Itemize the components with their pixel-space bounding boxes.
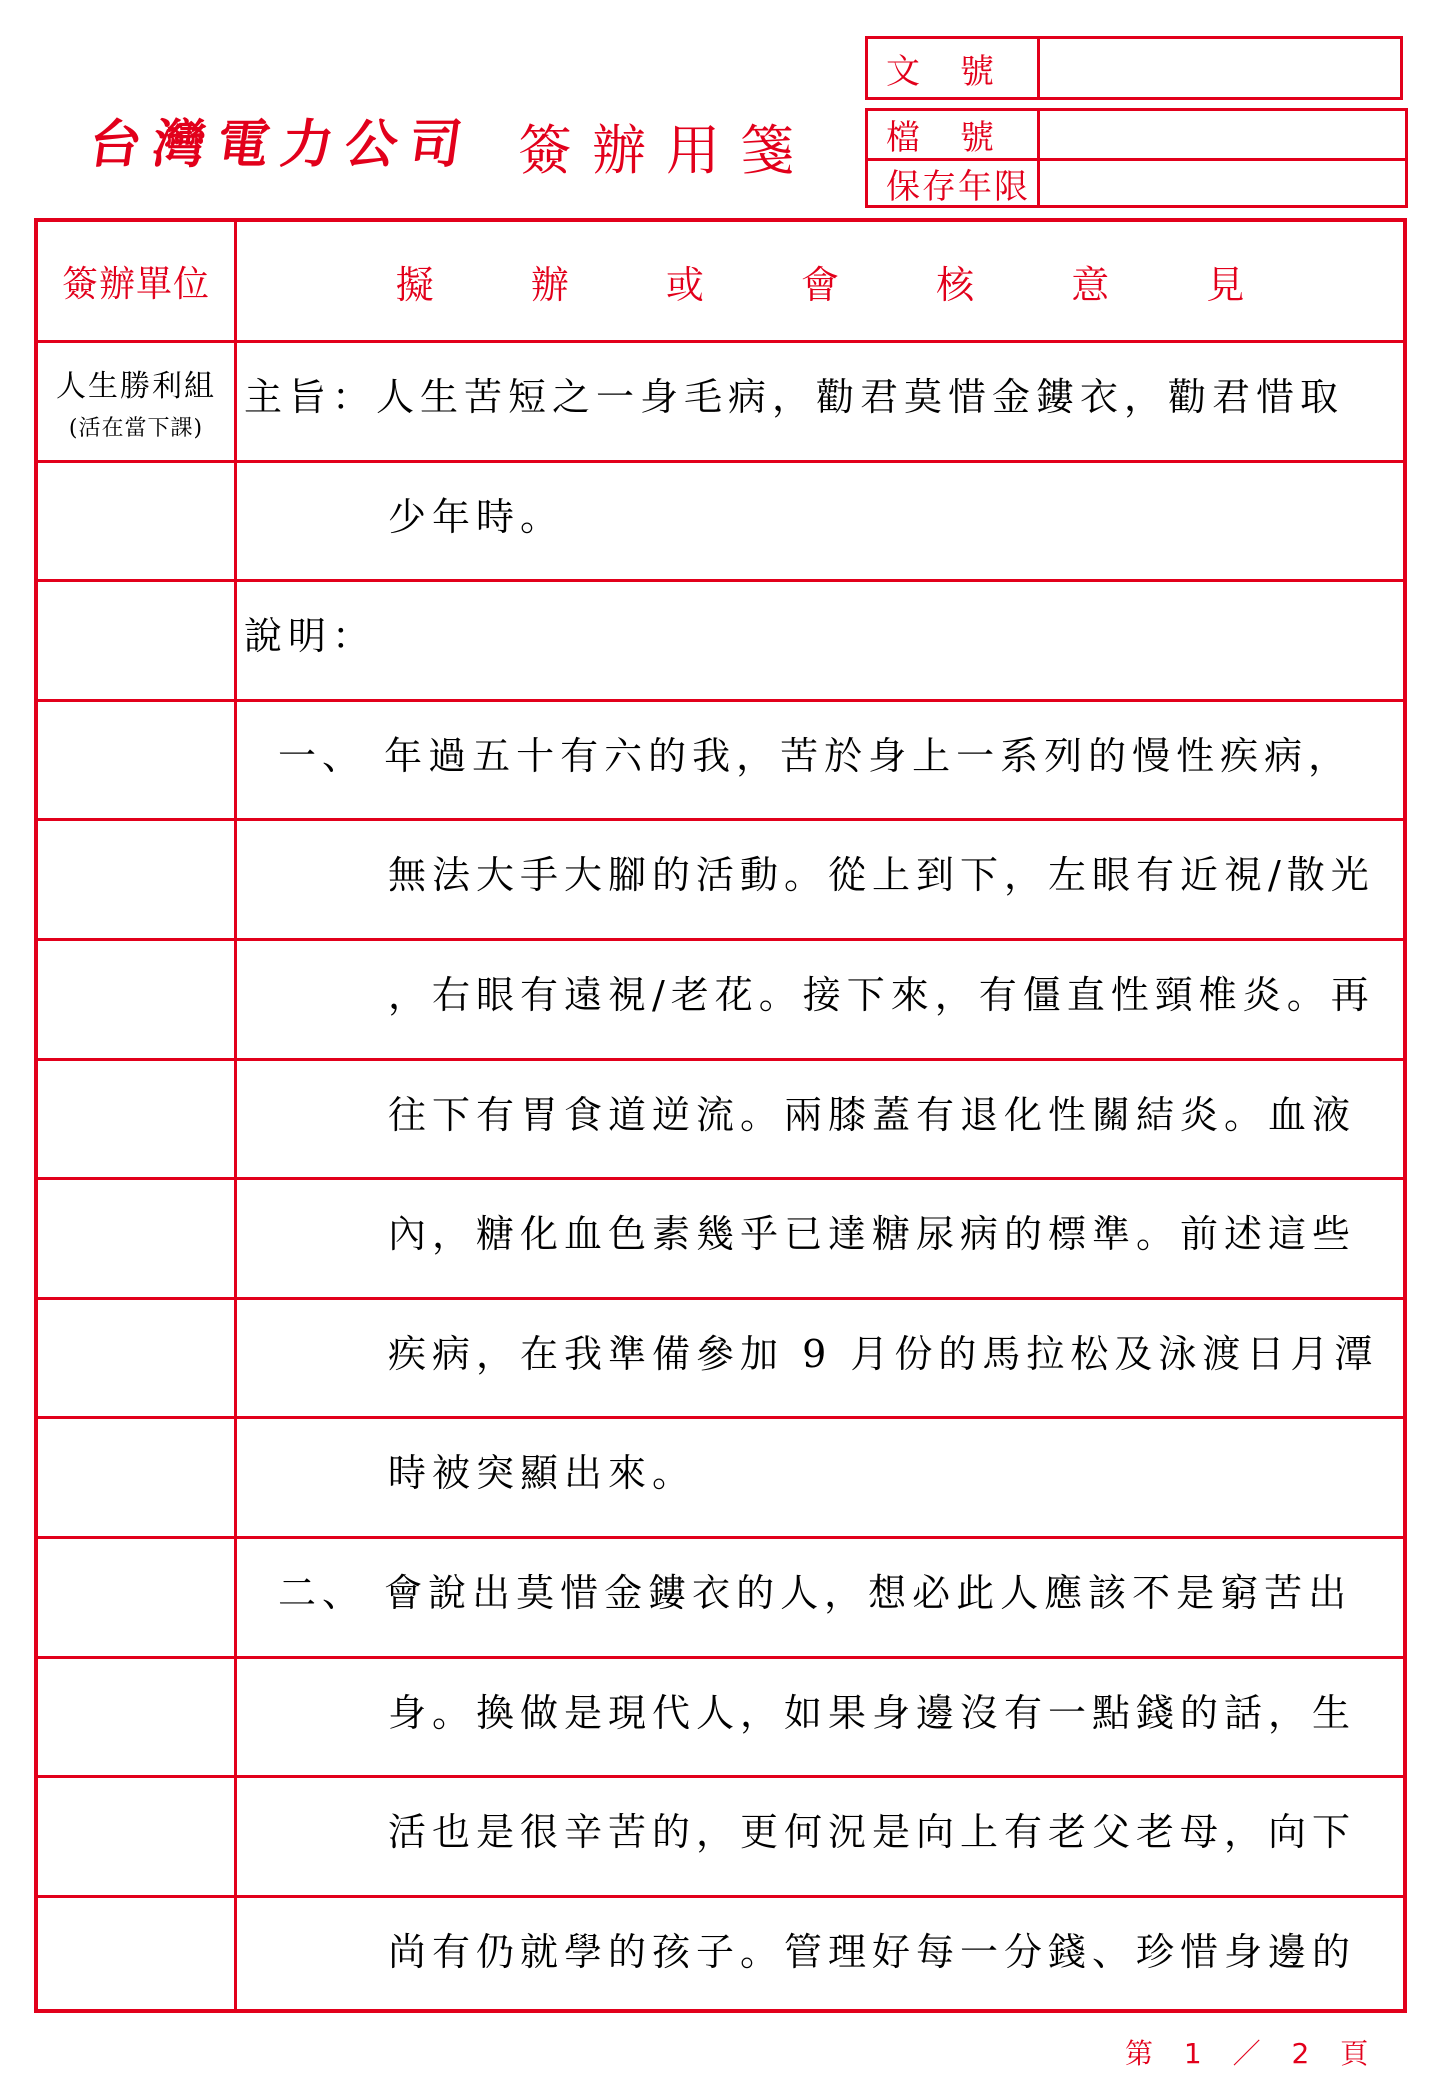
opinion-text-line: 主旨：人生苦短之一身毛病，勸君莫惜金鏤衣，勸君惜取 — [244, 375, 1345, 419]
signing-unit-cell — [38, 343, 234, 459]
retention-value[interactable] — [1040, 161, 1405, 205]
file-info-box — [865, 108, 1408, 208]
row-divider — [38, 460, 1403, 463]
row-divider — [38, 579, 1403, 582]
row-divider — [38, 1775, 1403, 1778]
retention-label: 保存年限 — [868, 161, 1040, 205]
unit-subtitle: (活在當下課) — [68, 415, 204, 441]
row-divider — [38, 1058, 1403, 1061]
opinion-text-line: 少年時。 — [388, 495, 565, 539]
opinion-column-header — [237, 222, 1403, 340]
opinion-text-line: ，右眼有遠視/老花。接下來，有僵直性頸椎炎。再 — [388, 973, 1375, 1017]
opinion-text-line: 說明： — [244, 614, 377, 658]
opinion-text-line: 身。換做是現代人，如果身邊沒有一點錢的話，生 — [388, 1691, 1357, 1735]
opinion-header-char: 意 — [1071, 262, 1110, 307]
doc-number-value[interactable] — [1040, 39, 1400, 97]
opinion-table — [34, 218, 1407, 2013]
row-divider — [38, 340, 1403, 343]
page-number: 第 1 ／ 2 頁 — [1125, 2037, 1373, 2070]
row-divider — [38, 1297, 1403, 1300]
row-divider — [38, 1177, 1403, 1180]
opinion-text-line: 尚有仍就學的孩子。管理好每一分錢、珍惜身邊的 — [388, 1930, 1357, 1974]
form-title: 簽辦用箋 — [518, 119, 814, 182]
company-logo: 台灣電力公司 — [85, 114, 478, 175]
opinion-text-line: 疾病，在我準備參加 9 月份的馬拉松及泳渡日月潭 — [388, 1332, 1379, 1376]
file-number-value[interactable] — [1040, 111, 1405, 158]
row-divider — [38, 1656, 1403, 1659]
opinion-header-char: 見 — [1206, 262, 1245, 307]
row-divider — [38, 1895, 1403, 1898]
row-divider — [38, 818, 1403, 821]
opinion-text-line: 無法大手大腳的活動。從上到下，左眼有近視/散光 — [388, 853, 1375, 897]
row-divider — [38, 699, 1403, 702]
opinion-header-char: 或 — [665, 262, 704, 307]
opinion-text-line: 時被突顯出來。 — [388, 1451, 697, 1495]
row-divider — [38, 1416, 1403, 1419]
opinion-text-line: 內，糖化血色素幾乎已達糖尿病的標準。前述這些 — [388, 1212, 1357, 1256]
row-divider — [38, 938, 1403, 941]
row-divider — [38, 1536, 1403, 1539]
file-number-label: 檔號 — [868, 111, 1040, 158]
opinion-header-char: 辦 — [530, 262, 569, 307]
opinion-header-char: 核 — [936, 262, 975, 307]
opinion-text-line: 往下有胃食道逆流。兩膝蓋有退化性關結炎。血液 — [388, 1093, 1357, 1137]
doc-number-box — [865, 36, 1403, 100]
opinion-text-line: 二、 會說出莫惜金鏤衣的人，想必此人應該不是窮苦出 — [278, 1571, 1353, 1615]
column-divider — [234, 222, 237, 2009]
doc-number-label: 文號 — [868, 39, 1040, 97]
opinion-header-char: 會 — [800, 262, 839, 307]
opinion-text-line: 一、 年過五十有六的我，苦於身上一系列的慢性疾病， — [278, 734, 1353, 778]
opinion-text-line: 活也是很辛苦的，更何況是向上有老父老母，向下 — [388, 1810, 1357, 1854]
opinion-header-char: 擬 — [395, 262, 434, 307]
unit-name: 人生勝利組 — [56, 368, 216, 404]
unit-column-header: 簽辦單位 — [61, 263, 210, 305]
